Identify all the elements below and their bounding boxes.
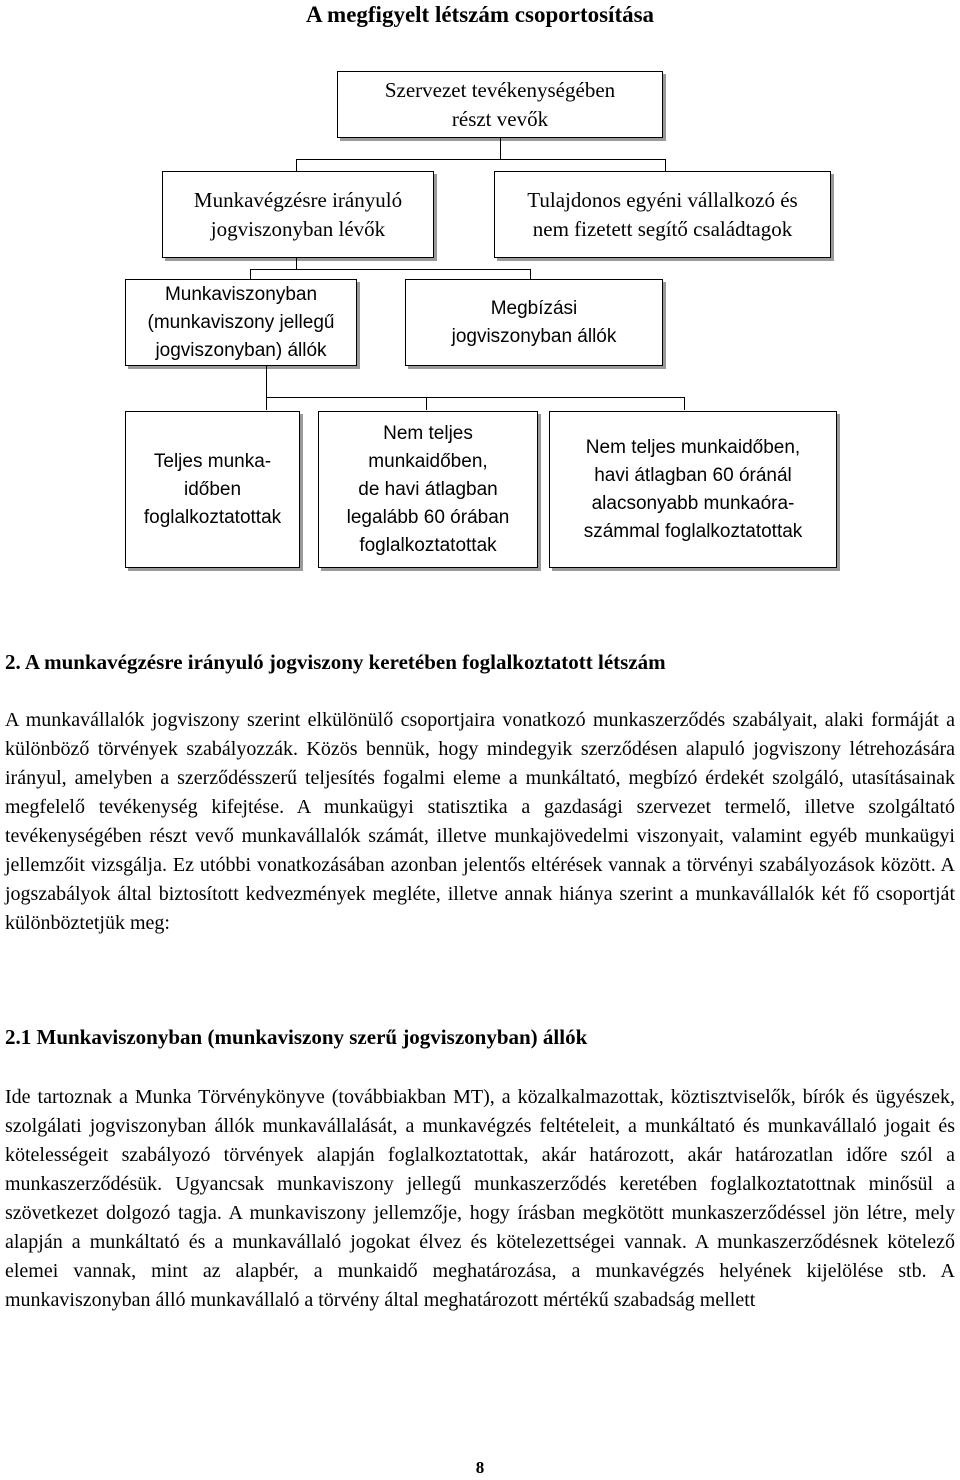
connector-line [250, 269, 530, 270]
diagram-box-employment-relationship: Munkavégzésre irányuló jogviszonyban lévők [162, 171, 434, 258]
connector-line [426, 397, 427, 410]
connector-line [266, 397, 684, 398]
connector-line [530, 269, 531, 279]
connector-line [266, 366, 267, 410]
connector-line [296, 159, 665, 160]
connector-line [684, 397, 685, 410]
section-2-1-heading: 2.1 Munkaviszonyban (munkaviszony szerű jogviszonyban) állók [5, 1025, 588, 1049]
diagram-box-full-time: Teljes munka- időben foglalkoztatottak [125, 411, 300, 568]
connector-line [665, 159, 666, 171]
diagram-box-part-time-under60: Nem teljes munkaidőben, havi átlagban 60 óránál alacsonyabb munkaóra- számmal foglalkoztatottak [549, 411, 837, 568]
page-number: 8 [475, 1458, 485, 1477]
page-title: A megfigyelt létszám csoportosítása [305, 2, 655, 27]
connector-line [296, 159, 297, 171]
connector-line [296, 258, 297, 269]
diagram-box-root: Szervezet tevékenységében részt vevők [337, 71, 663, 138]
connector-line [500, 138, 501, 159]
section-2-paragraph: A munkavállalók jogviszony szerint elkülönülő csoportjaira vonatkozó munkaszerződés szabályait, alaki formáját a különböző törvények szabályozzák. Közös bennük, hogy mindegyik szerződésen alapuló jogviszony létrehozására irányul, amelyben a szerződésszerű teljesítés fogalmi eleme a munkáltató, megbízó érdekét szolgáló, utasításainak megfelelő tevékenység kifejtése. A munkaügyi statisztika a gazdasági szervezet termelő, illetve szolgáltató tevékenységében részt vevő munkavállalók számát, illetve munkajövedelmi viszonyait, valamint egyéb munkaügyi jellemzőit vizsgálja. Ez utóbbi vonatkozásában azonban jelentős eltérések vannak a törvényi szabályozások között. A jogszabályok által biztosított kedvezmények megléte, illetve annak hiánya szerint a munkavállalók két fő csoportját különböztetjük meg: [5, 709, 955, 934]
section-2-heading: 2. A munkavégzésre irányuló jogviszony keretében foglalkoztatott létszám [5, 650, 666, 674]
diagram-box-employees: Munkaviszonyban (munkaviszony jellegű jogviszonyban) állók [125, 279, 357, 366]
diagram-box-owners-family-helpers: Tulajdonos egyéni vállalkozó és nem fizetett segítő családtagok [494, 171, 831, 258]
section-2-1-paragraph: Ide tartoznak a Munka Törvénykönyve (továbbiakban MT), a közalkalmazottak, köztisztviselők, bírók és ügyészek, szolgálati jogviszonyban állók munkavállalását, a munkavégzés feltételeit, a munkáltató és munkavállaló jogait és kötelességeit szabályozó törvények alapján foglalkoztatottak, akár határozott, akár határozatlan időre szól a munkaszerződésük. Ugyancsak munkaviszony jellegű munkaszerződés keretében foglalkoztatottnak minősül a szövetkezet dolgozó tagja. A munkaviszony jellemzője, hogy írásban megkötött munkaszerződéssel jön létre, mely alapján a munkáltató és a munkavállaló jogokat élvez és kötelezettségei vannak. A munkaszerződésnek kötelező elemei vannak, mint az alapbér, a munkaidő meghatározása, a munkavégzés helyének kijelölése stb. A munkaviszonyban álló munkavállaló a törvény által meghatározott mértékű szabadság mellett [5, 1086, 955, 1311]
connector-line [250, 269, 251, 279]
diagram-box-contractors: Megbízási jogviszonyban állók [405, 279, 663, 366]
diagram-box-part-time-60plus: Nem teljes munkaidőben, de havi átlagban legalább 60 órában foglalkoztatottak [318, 411, 538, 568]
